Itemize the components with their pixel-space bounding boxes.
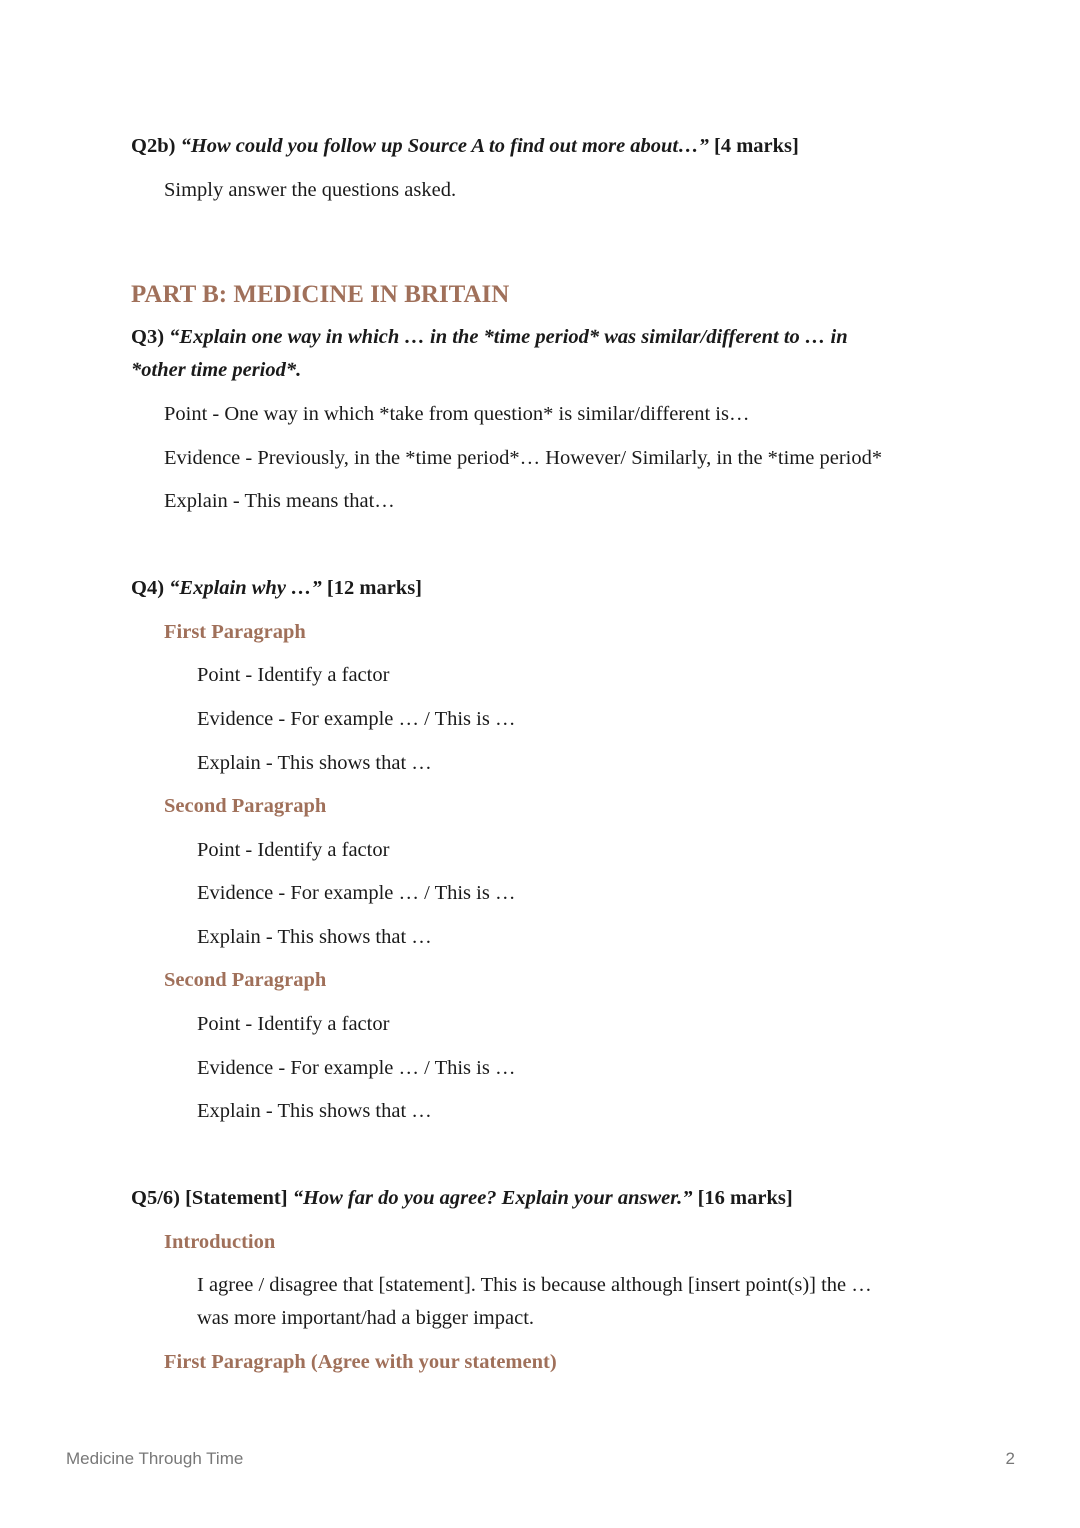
q2b-label: Q2b) (131, 135, 176, 157)
q2b-marks: [4 marks] (714, 135, 799, 157)
q4-paragraph-2-point: Point - Identify a factor (197, 839, 390, 861)
q4-paragraph-3-evidence: Evidence - For example … / This is … (197, 1057, 516, 1079)
q3-question-cont (131, 357, 301, 383)
q4-paragraph-2-evidence: Evidence - For example … / This is … (197, 882, 516, 904)
q4-paragraph-1-explain: Explain - This shows that … (197, 752, 432, 774)
q3-label: Q3) (131, 326, 165, 348)
q3-explain: Explain - This means that… (164, 490, 395, 512)
q3-question (131, 324, 848, 350)
q3-quote-line2: *other time period*. (131, 359, 302, 381)
q56-intro-line2: was more important/had a bigger impact. (197, 1307, 535, 1329)
q56-intro-line1: I agree / disagree that [statement]. This is because although [insert point(s)] the … (197, 1274, 872, 1296)
q2b-question (131, 133, 799, 159)
q2b-quote: “How could you follow up Source A to find out more about…” (180, 135, 709, 157)
q56-question (131, 1185, 793, 1211)
q56-intro-heading: Introduction (164, 1231, 276, 1253)
q4-label: Q4) (131, 577, 165, 599)
q4-question (131, 575, 422, 601)
q4-marks: [12 marks] (326, 577, 423, 599)
q3-point: Point - One way in which *take from question* is similar/different is… (164, 403, 750, 425)
part-b-heading: PART B: MEDICINE IN BRITAIN (131, 281, 510, 308)
q4-paragraph-1-evidence: Evidence - For example … / This is … (197, 708, 516, 730)
q56-marks: [16 marks] (697, 1187, 793, 1209)
q3-evidence: Evidence - Previously, in the *time period*… However/ Similarly, in the *time period* (164, 447, 883, 469)
q2b-answer: Simply answer the questions asked. (164, 179, 457, 201)
q4-paragraph-1-point: Point - Identify a factor (197, 664, 390, 686)
q4-paragraph-2-heading: Second Paragraph (164, 795, 327, 817)
footer-title: Medicine Through Time (66, 1449, 244, 1468)
q4-paragraph-3-heading: Second Paragraph (164, 969, 327, 991)
q4-paragraph-3-explain: Explain - This shows that … (197, 1100, 432, 1122)
page-number: 2 (1005, 1449, 1015, 1468)
q4-paragraph-2-explain: Explain - This shows that … (197, 926, 432, 948)
q3-quote-line1: “Explain one way in which … in the *time period* was similar/different to … in (169, 326, 848, 348)
q4-paragraph-1-heading: First Paragraph (164, 621, 306, 643)
q56-first-paragraph-heading: First Paragraph (Agree with your statement) (164, 1351, 557, 1373)
q4-paragraph-3-point: Point - Identify a factor (197, 1013, 390, 1035)
q56-label: Q5/6) [Statement] (131, 1187, 288, 1209)
q4-quote: “Explain why …” (169, 577, 322, 599)
q56-quote: “How far do you agree? Explain your answer.” (292, 1187, 693, 1209)
